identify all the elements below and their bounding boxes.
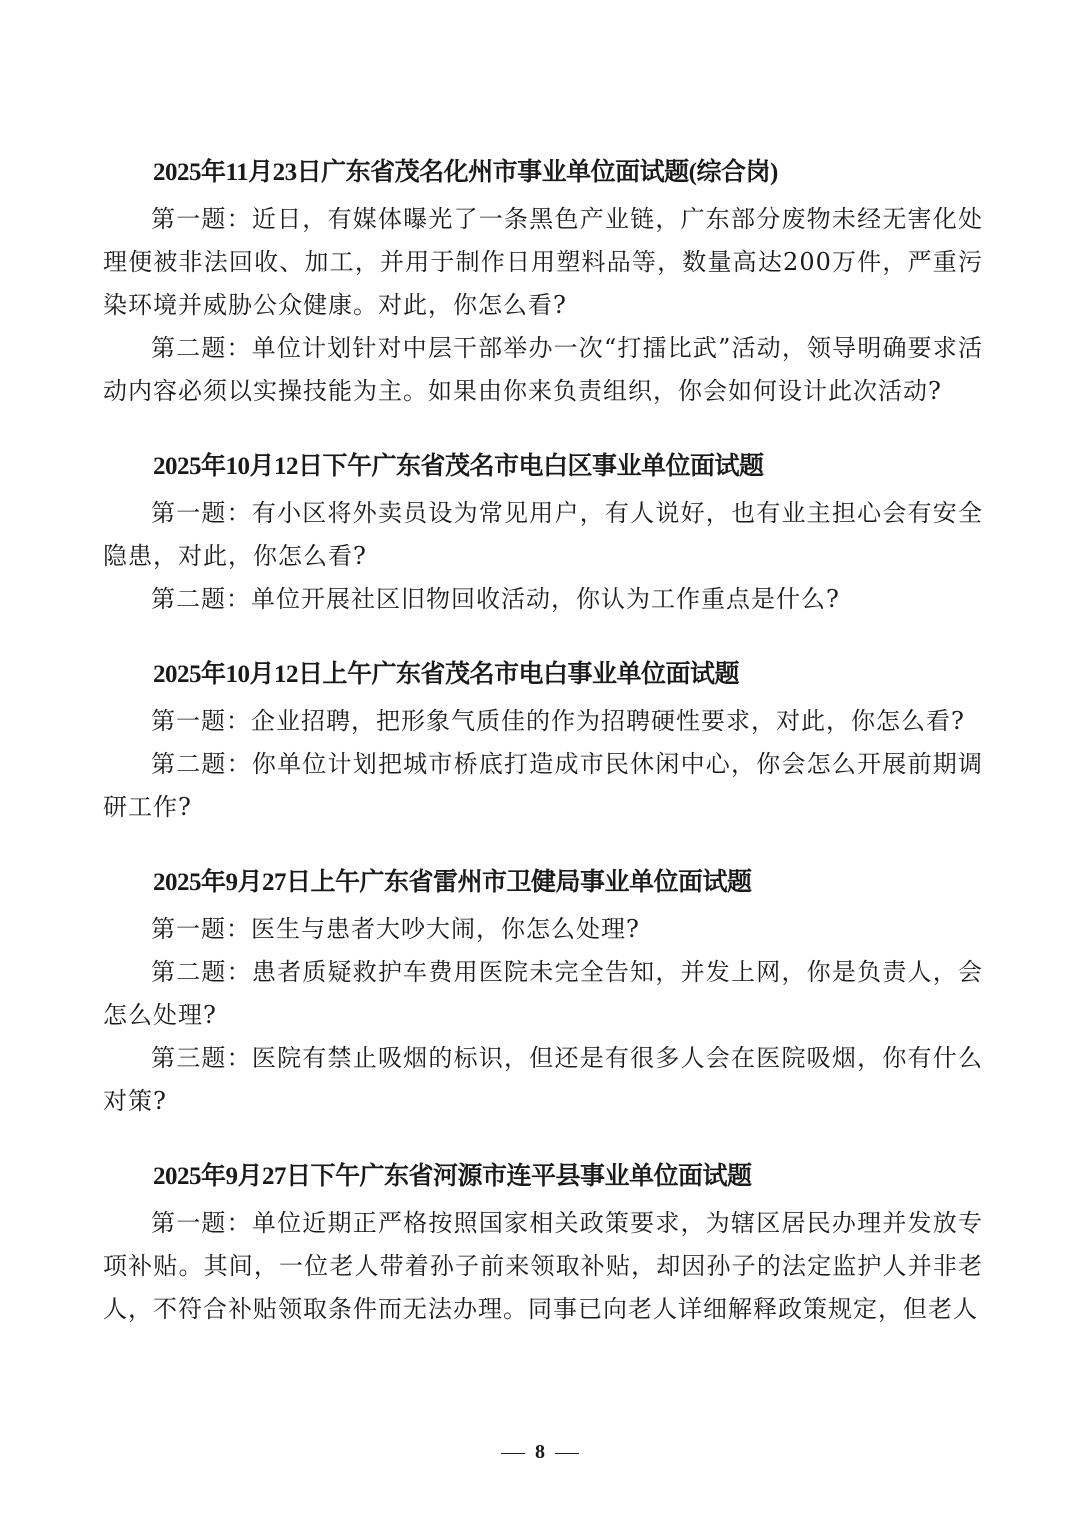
question-2: 第二题：你单位计划把城市桥底打造成市民休闲中心，你会怎么开展前期调研工作? (103, 750, 983, 821)
exam-section-5 (103, 1152, 983, 1331)
question-2: 第二题：单位开展社区旧物回收活动，你认为工作重点是什么? (151, 585, 840, 613)
exam-section-3 (103, 650, 983, 829)
question-1: 第一题：有小区将外卖员设为常见用户，有人说好，也有业主担心会有安全隐患，对此，你怎么看? (103, 499, 983, 570)
question-2: 第二题：患者质疑救护车费用医院未完全告知，并发上网，你是负责人，会怎么处理? (103, 958, 983, 1029)
page-footer (0, 1438, 1080, 1466)
section-title: 2025年11月23日广东省茂名化州市事业单位面试题(综合岗) (153, 159, 778, 186)
section-title: 2025年10月12日上午广东省茂名市电白事业单位面试题 (153, 661, 740, 688)
dash-right (555, 1453, 579, 1454)
question-1: 第一题：单位近期正严格按照国家相关政策要求，为辖区居民办理并发放专项补贴。其间，一位老人带着孙子前来领取补贴，却因孙子的法定监护人并非老人，不符合补贴领取条件而无法办理。同事已向老人详细解释政策规定，但老人 (103, 1209, 983, 1323)
question-3: 第三题：医院有禁止吸烟的标识，但还是有很多人会在医院吸烟，你有什么对策? (103, 1044, 983, 1115)
exam-section-4 (103, 858, 983, 1123)
exam-section-2 (103, 442, 983, 621)
question-2: 第二题：单位计划针对中层干部举办一次“打擂比武”活动，领导明确要求活动内容必须以实操技能为主。如果由你来负责组织，你会如何设计此次活动? (103, 334, 983, 405)
question-1: 第一题：医生与患者大吵大闹，你怎么处理? (151, 915, 640, 943)
section-title: 2025年9月27日上午广东省雷州市卫健局事业单位面试题 (153, 869, 752, 896)
question-1: 第一题：企业招聘，把形象气质佳的作为招聘硬性要求，对此，你怎么看? (151, 707, 965, 735)
exam-section-1 (103, 148, 983, 413)
section-title: 2025年9月27日下午广东省河源市连平县事业单位面试题 (153, 1163, 752, 1190)
question-1: 第一题：近日，有媒体曝光了一条黑色产业链，广东部分废物未经无害化处理便被非法回收、加工，并用于制作日用塑料品等，数量高达200万件，严重污染环境并威胁公众健康。对此，你怎么看? (103, 205, 983, 319)
document-page (103, 148, 983, 1360)
dash-left (501, 1453, 525, 1454)
page-number: 8 (535, 1441, 545, 1463)
section-title: 2025年10月12日下午广东省茂名市电白区事业单位面试题 (153, 453, 764, 480)
